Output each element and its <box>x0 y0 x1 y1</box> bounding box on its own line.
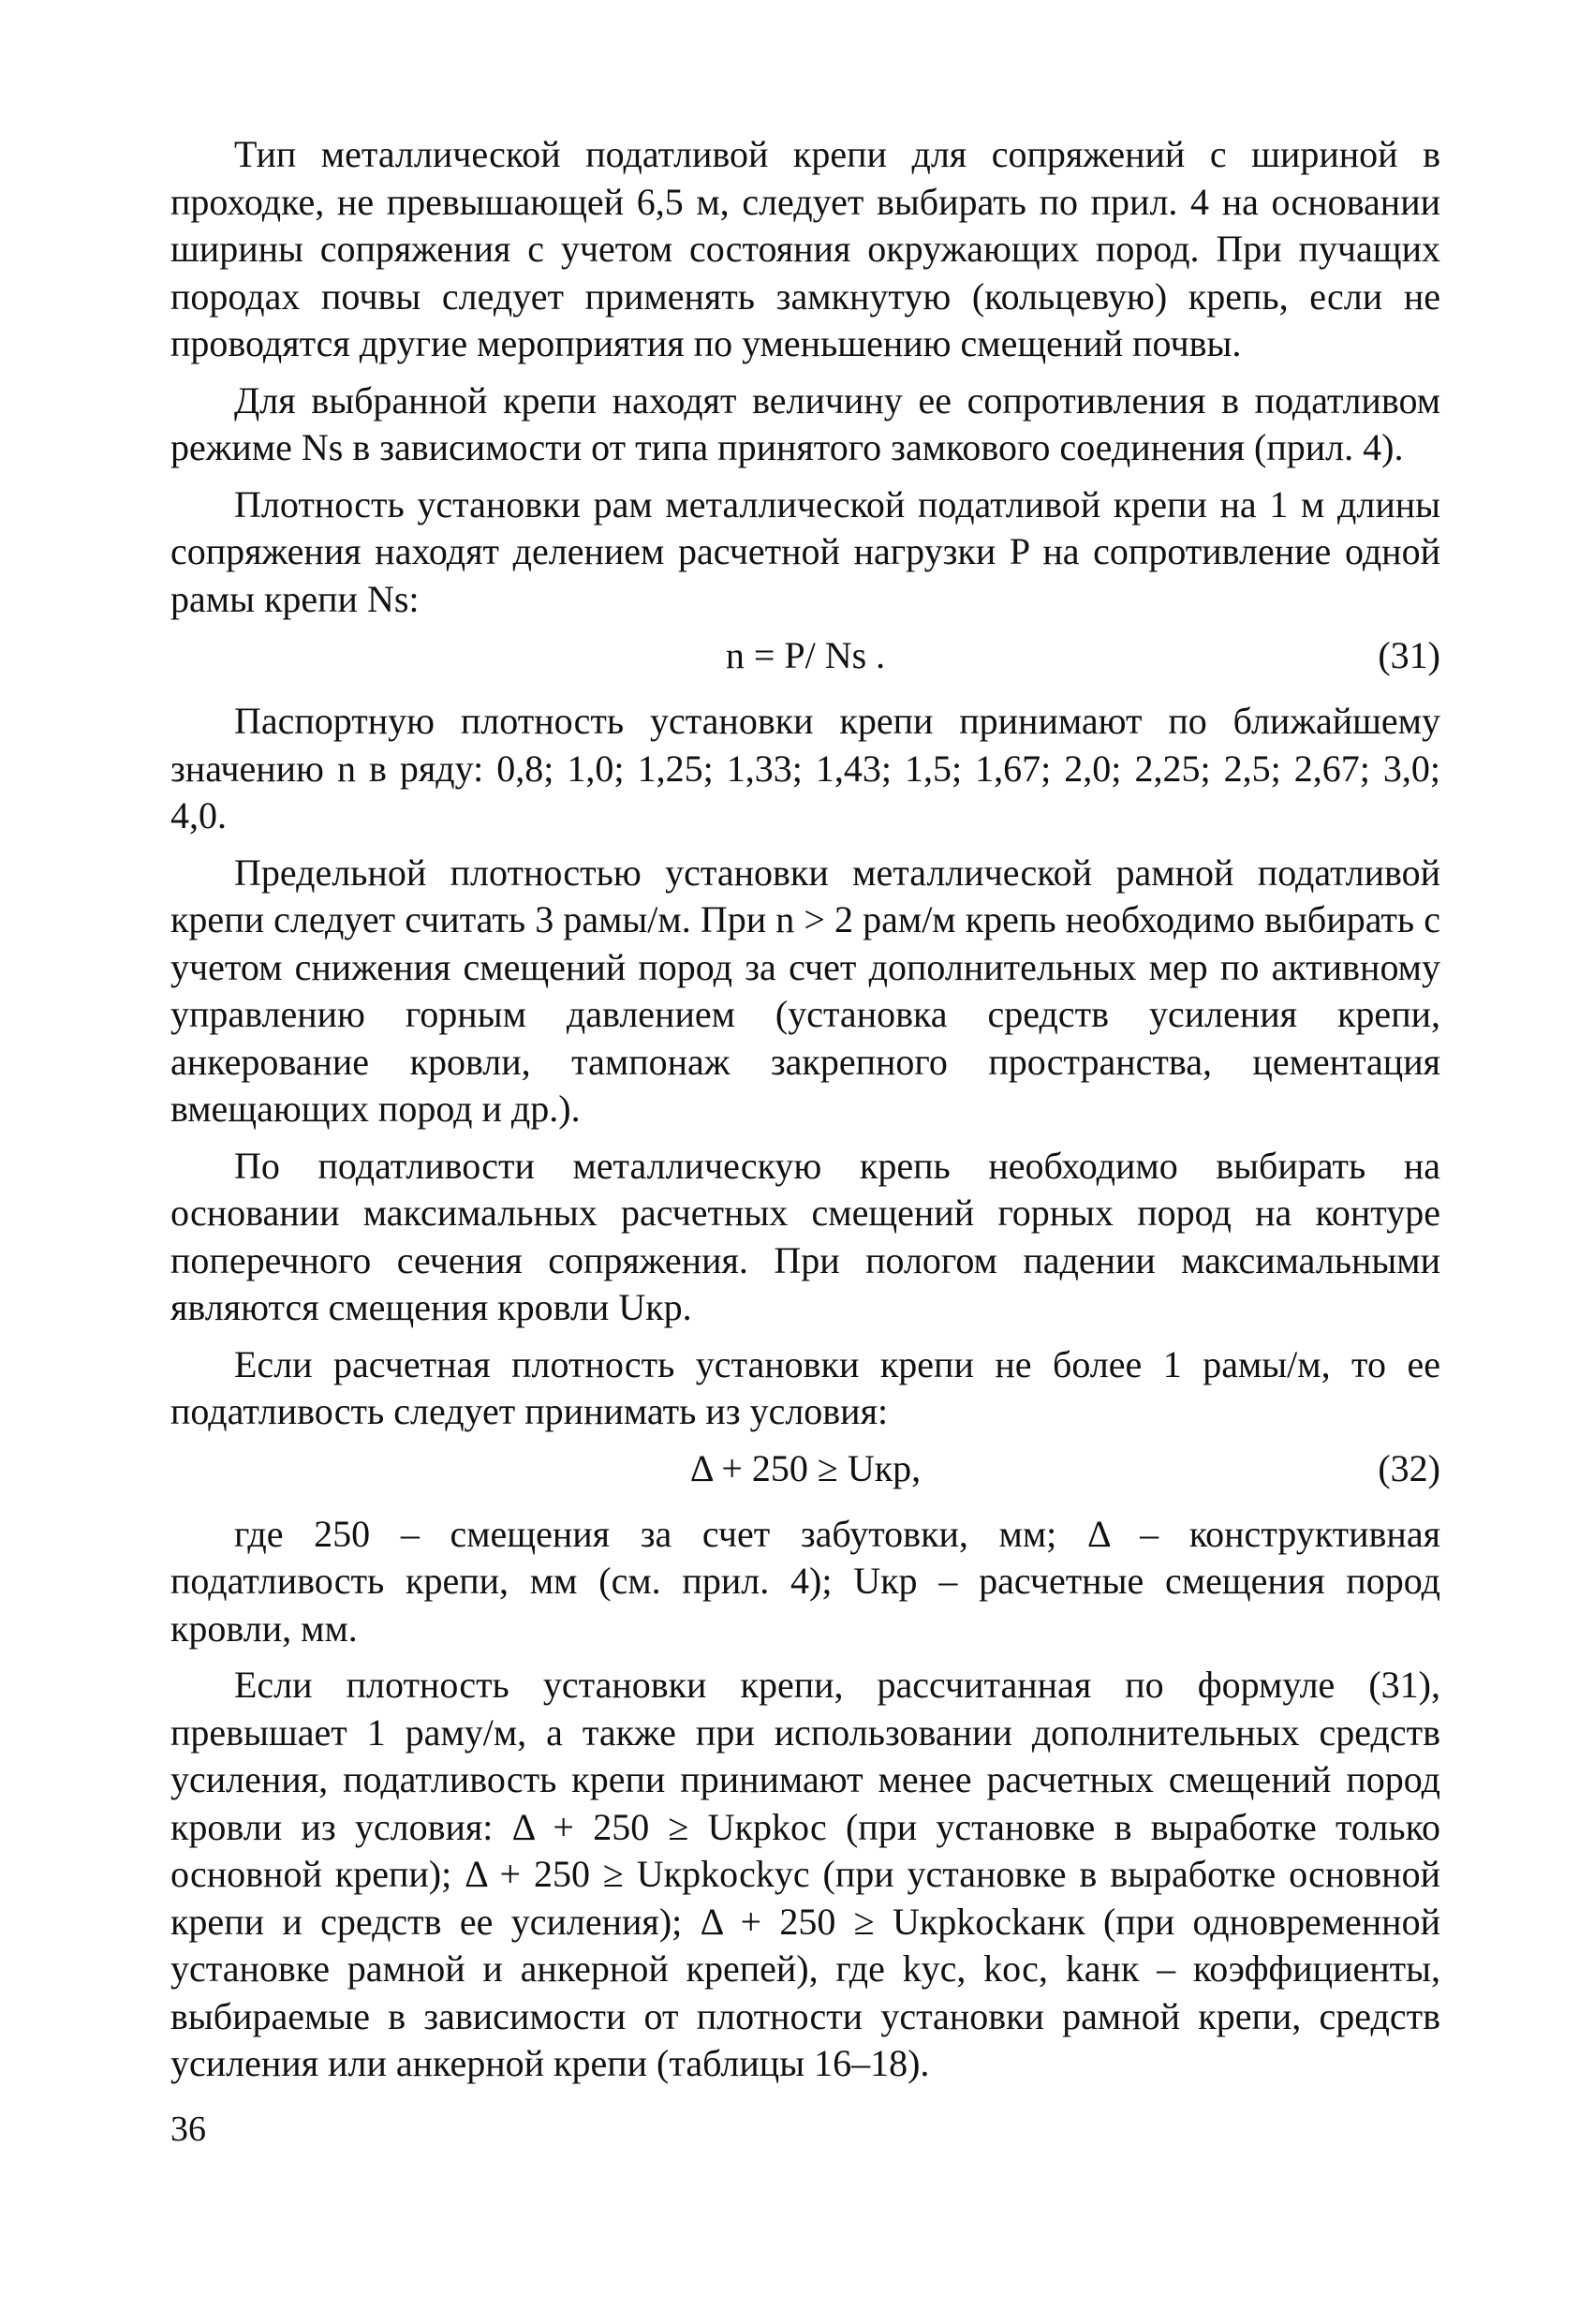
paragraph-7: Если расчетная плотность установки крепи не более 1 рамы/м, то ее податливость следует принимать из условия: <box>170 1342 1440 1432</box>
formula-31-expression: n = P/ Ns . <box>725 634 886 676</box>
paragraph-3: Плотность установки рам металлической податливой крепи на 1 м длины сопряжения находят делением расчетной нагрузки P на сопротивление одной рамы крепи Ns: <box>170 482 1440 620</box>
formula-31-number: (31) <box>1378 634 1440 676</box>
page-body <box>170 131 1440 2097</box>
paragraph-6: По податливости металлическую крепь необходимо выбирать на основании максимальных расчетных смещений горных пород на контуре поперечного сечения сопряжения. При пологом падении максимальными являются смещения кровли Uкр. <box>170 1144 1440 1328</box>
paragraph-4: Паспортную плотность установки крепи принимают по ближайшему значению n в ряду: 0,8; 1,0; 1,25; 1,33; 1,43; 1,5; 1,67; 2,0; 2,25; 2,5; 2,67; 3,0; 4,0. <box>170 700 1440 836</box>
formula-31 <box>170 632 1440 685</box>
paragraph-1: Тип металлической податливой крепи для сопряжений с шириной в проходке, не превышающей 6,5 м, следует выбирать по прил. 4 на основании ширины сопряжения с учетом состояния окружающих пород. При пучащих породах почвы следует применять замкнутую (кольцевую) крепь, если не проводятся другие мероприятия по уменьшению смещений почвы. <box>170 133 1440 364</box>
paragraph-5: Предельной плотностью установки металлической рамной податливой крепи следует считать 3 рамы/м. При n > 2 рам/м крепь необходимо выбирать с учетом снижения смещений пород за счет дополнительных мер по активному управлению горным давлением (установка средств усиления крепи, анкерование кровли, тампонаж закрепного пространства, цементация вмещающих пород и др.). <box>170 851 1440 1130</box>
paragraph-9: Если плотность установки крепи, рассчитанная по формуле (31), превышает 1 раму/м, а также при использовании дополнительных средств усиления, податливость крепи принимают менее расчетных смещений пород кровли из условия: Δ + 250 ≥ Uкрkос (при установке в выработке только основной крепи); Δ + 250 ≥ Uкрkосkус (при установке в выработке основной крепи и средств ее усиления); Δ + 250 ≥ Uкрkосkанк (при одновременной установке рамной и анкерной крепей), где kус, kос, kанк – коэффициенты, выбираемые в зависимости от плотности установки рамной крепи, средств усиления или анкерной крепи (таблицы 16–18). <box>170 1664 1440 2084</box>
formula-32 <box>170 1445 1440 1498</box>
formula-32-expression: Δ + 250 ≥ Uкр, <box>689 1446 922 1489</box>
page-number: 36 <box>170 2109 206 2149</box>
paragraph-8: где 250 – смещения за счет забутовки, мм; Δ – конструктивная податливость крепи, мм (см. прил. 4); Uкр – расчетные смещения пород кровли, мм. <box>170 1512 1440 1650</box>
formula-32-number: (32) <box>1378 1446 1440 1489</box>
paragraph-2: Для выбранной крепи находят величину ее сопротивления в податливом режиме Ns в зависимости от типа принятого замкового соединения (прил. 4). <box>170 378 1440 468</box>
